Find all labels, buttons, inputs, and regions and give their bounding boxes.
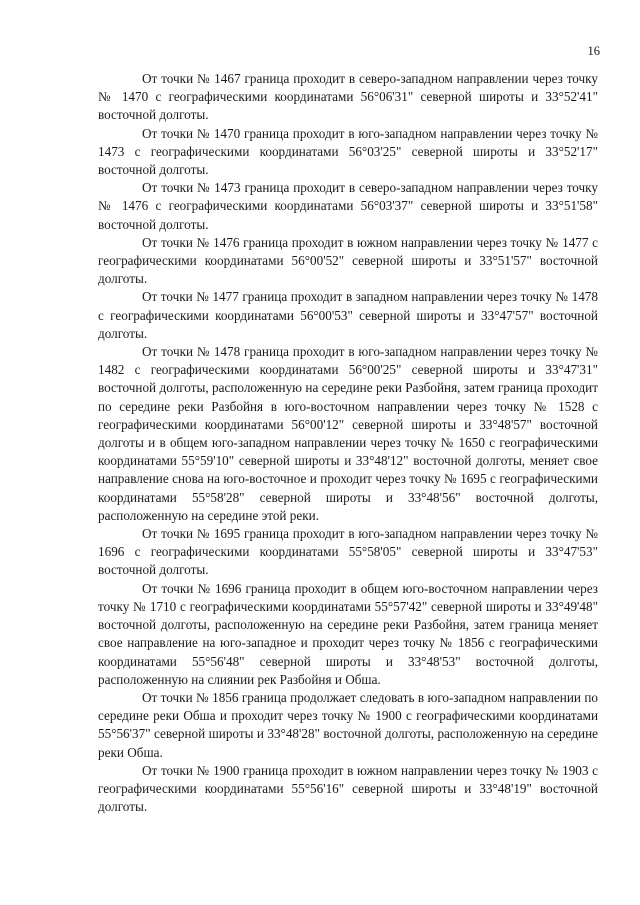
page-number: 16	[587, 44, 600, 58]
paragraph: От точки № 1476 граница проходит в южном направлении через точку № 1477 с географическими координатами 56°00'52" северной широты и 33°51'57" восточной долготы.	[98, 234, 598, 287]
paragraph: От точки № 1478 граница проходит в юго-западном направлении через точку № 1482 с географическими координатами 56°00'25" северной широты и 33°47'31" восточной долготы, расположенную на середине реки Разбойня, затем граница проходит по середине реки Разбойня в юго-восточном направлении через точку № 1528 с географическими координатами 56°00'12" северной широты и 33°48'57" восточной долготы и в общем юго-западном направлении через точку № 1650 с географическими координатами 55°59'10" северной широты и 33°48'12" восточной долготы, меняет свое направление снова на юго-восточное и проходит через точку № 1695 с географическими координатами 55°58'28" северной широты и 33°48'56" восточной долготы, расположенную на середине этой реки.	[98, 344, 598, 523]
paragraph: От точки № 1470 граница проходит в юго-западном направлении через точку № 1473 с географическими координатами 56°03'25" северной широты и 33°52'17" восточной долготы.	[98, 125, 598, 178]
paragraph: От точки № 1477 граница проходит в западном направлении через точку № 1478 с географическими координатами 56°00'53" северной широты и 33°47'57" восточной долготы.	[98, 289, 598, 341]
paragraph: От точки № 1900 граница проходит в южном направлении через точку № 1903 с географическими координатами 55°56'16" северной широты и 33°48'19" восточной долготы.	[98, 762, 598, 815]
paragraph: От точки № 1473 граница проходит в северо-западном направлении через точку № 1476 с географическими координатами 56°03'37" северной широты и 33°51'58" восточной долготы.	[98, 180, 598, 232]
paragraph: От точки № 1467 граница проходит в северо-западном направлении через точку № 1470 с географическими координатами 56°06'31" северной широты и 33°52'41" восточной долготы.	[98, 71, 598, 123]
paragraph: От точки № 1696 граница проходит в общем юго-восточном направлении через точку № 1710 с географическими координатами 55°57'42" северной широты и 33°49'48" восточной долготы, расположенную на середине реки Разбойня, затем граница меняет свое направление на юго-западное и проходит через точку № 1856 с географическими координатами 55°56'48" северной широты и 33°48'53" восточной долготы, расположенную на слиянии рек Разбойня и Обша.	[98, 580, 598, 687]
paragraph: От точки № 1695 граница проходит в юго-западном направлении через точку № 1696 с географическими координатами 55°58'05" северной широты и 33°47'53" восточной долготы.	[98, 526, 598, 578]
document-body	[98, 70, 598, 816]
paragraph: От точки № 1856 граница продолжает следовать в юго-западном направлении по середине реки Обша и проходит через точку № 1900 с географическими координатами 55°56'37" северной широты и 33°48'28" восточной долготы, расположенную на середине реки Обша.	[98, 689, 598, 760]
